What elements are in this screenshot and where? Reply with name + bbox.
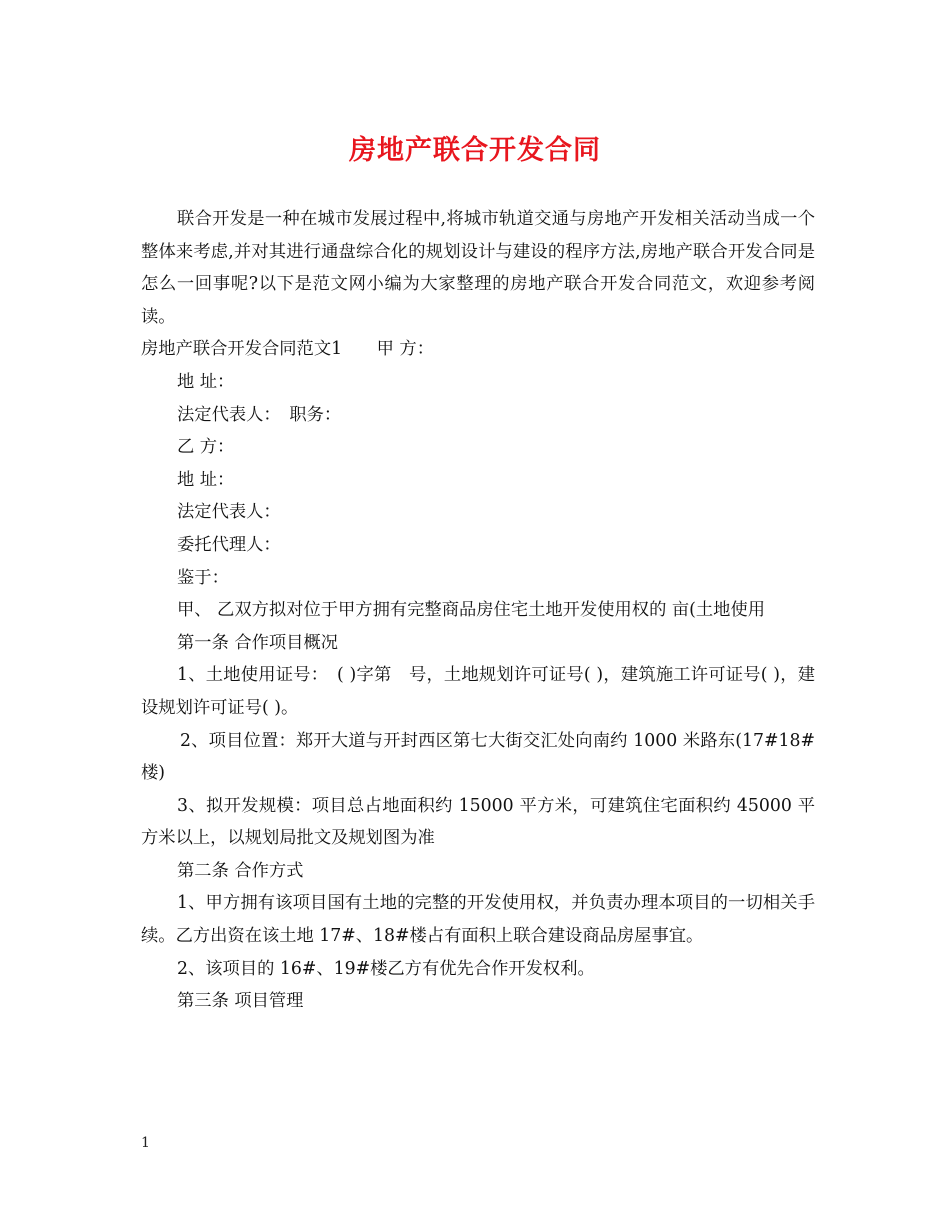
paragraph: 乙 方： [177,437,235,458]
paragraph: 法定代表人： 职务： [177,404,342,425]
section-heading: 第一条 合作项目概况 [177,632,339,653]
paragraph: 鉴于： [177,567,229,588]
paragraph: 2、项目位置：郑开大道与开封西区第七大街交汇处向南约 1000 米路东(17#18#楼) [141,730,815,784]
section-heading: 第二条 合作方式 [177,860,304,881]
paragraph: 3、拟开发规模：项目总占地面积约 15000 平方米，可建筑住宅面积约 45000 平方米以上，以规划局批文及规划图为准 [141,795,815,849]
paragraph: 联合开发是一种在城市发展过程中,将城市轨道交通与房地产开发相关活动当成一个整体来考虑,并对其进行通盘综合化的规划设计与建设的程序方法,房地产联合开发合同是怎么一回事呢?以下是范文网小编为大家整理的房地产联合开发合同范文，欢迎参考阅读。 [141,209,815,327]
document-body [141,203,815,1018]
paragraph: 法定代表人： [177,502,281,523]
paragraph: 地 址： [177,469,235,490]
paragraph: 1、土地使用证号： ( )字第 号，土地规划许可证号( )，建筑施工许可证号( )，建设规划许可证号( )。 [141,665,815,718]
paragraph: 1、甲方拥有该项目国有土地的完整的开发使用权，并负责办理本项目的一切相关手续。乙方出资在该土地 17#、18#楼占有面积上联合建设商品房屋事宜。 [141,893,815,947]
document-title: 房地产联合开发合同 [349,135,601,166]
paragraph: 2、该项目的 16#、19#楼乙方有优先合作开发权利。 [177,958,595,979]
section-heading: 第三条 项目管理 [177,991,304,1012]
page-number: 1 [141,1135,150,1151]
paragraph: 委托代理人： [177,534,281,555]
paragraph: 地 址： [177,371,235,392]
paragraph: 甲、 乙双方拟对位于甲方拥有完整商品房住宅土地开发使用权的 亩(土地使用 [177,600,766,621]
paragraph: 房地产联合开发合同范文1 甲 方： [141,339,434,360]
